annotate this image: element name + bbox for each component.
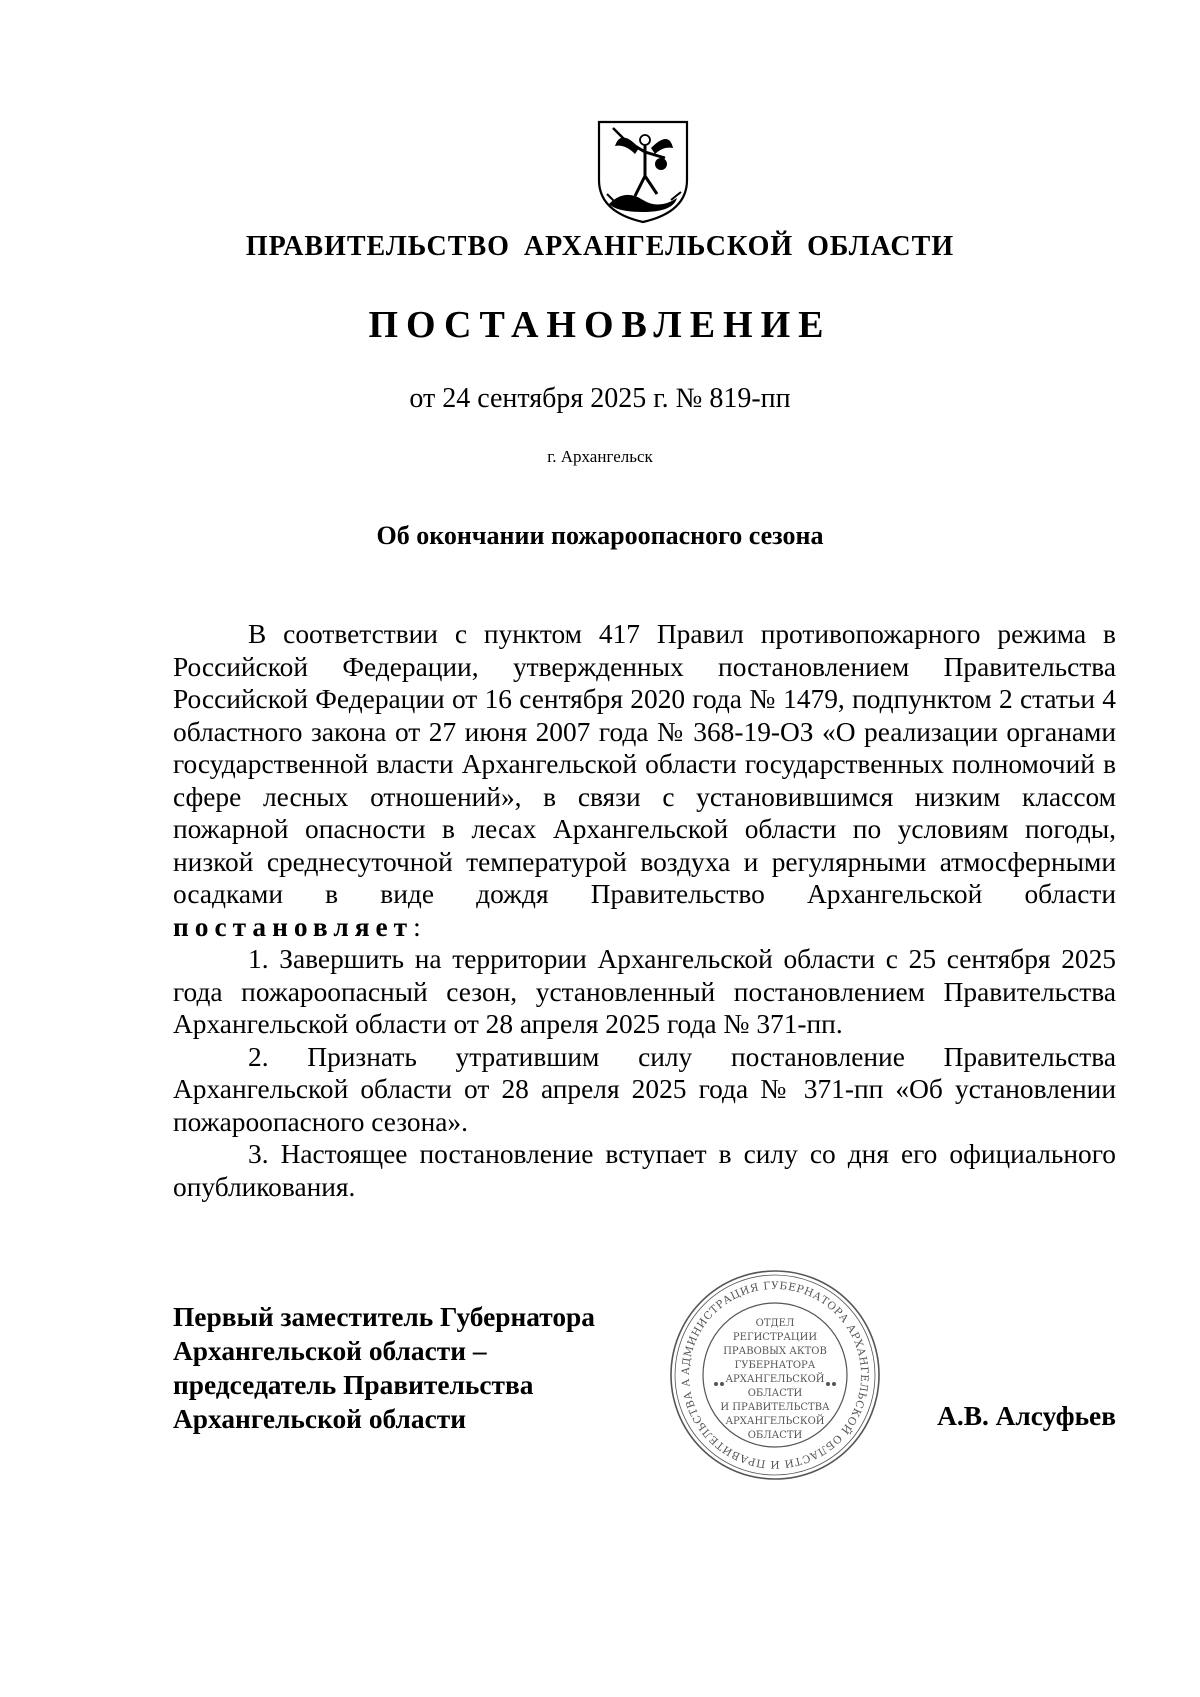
signatory-title-line: Первый заместитель Губернатора [173, 1302, 595, 1332]
seal-line: ОТДЕЛ [755, 1318, 795, 1329]
seal-line: И ПРАВИТЕЛЬСТВА [720, 1402, 830, 1413]
document-date-number: от 24 сентября 2025 г. № 819-пп [409, 383, 791, 414]
preamble-text: В соответствии с пунктом 417 Правил противопожарного режима в Российской Федерации, утвержденных постановлением Правительства Российской Федерации от 16 сентября 2020 года № 1479, подпунктом 2 статьи 4 областного закона от 27 июня 2007 года № 368-19-ОЗ «О реализации органами государственной власти Архангельской области государственных полномочий в сфере лесных отношений», в связи с установившимся низким классом пожарной опасности в лесах Архангельской области по условиям погоды, низкой среднесуточной температурой воздуха и регулярными атмосферными осадками в виде дождя Правительство Архангельской области [173, 619, 1116, 909]
coat-of-arms-icon [595, 118, 691, 226]
document-subject: Об окончании пожароопасного сезона [376, 521, 824, 550]
seal-line: ОБЛАСТИ [747, 1430, 803, 1441]
clause-2: 2. Признать утратившим силу постановление Правительства Архангельской области от 28 апреля 2025 года № 371-пп «Об установлении пожароопасного сезона». [173, 1041, 1116, 1137]
seal-line: ГУБЕРНАТОРА [734, 1360, 816, 1371]
seal-line: ПРАВОВЫХ АКТОВ [723, 1346, 827, 1357]
seal-line: РЕГИСТРАЦИИ [732, 1332, 818, 1343]
seal-ring-text: АДМИНИСТРАЦИЯ ГУБЕРНАТОРА АРХАНГЕЛЬСКОЙ ОБЛАСТИ И ПРАВИТЕЛЬСТВА А [679, 1279, 871, 1471]
signatory-title [173, 1300, 643, 1436]
clause-1: 1. Завершить на территории Архангельской области с 25 сентября 2025 года пожароопасный сезон, установленный постановлением Правительства Архангельской области от 28 апреля 2025 года № 371-пп. [173, 944, 1116, 1039]
document-body [173, 618, 1116, 1203]
seal-line: АРХАНГЕЛЬСКОЙ [725, 1416, 825, 1427]
preamble-paragraph [173, 618, 1116, 943]
document-type: ПОСТАНОВЛЕНИЕ [368, 304, 832, 346]
seal-line: АРХАНГЕЛЬСКОЙ [725, 1374, 825, 1385]
signatory-name: А.В. Алсуфьев [937, 1401, 1116, 1431]
document-city: г. Архангельск [547, 447, 653, 466]
decree-colon: : [413, 911, 421, 942]
clause-3: 3. Настоящее постановление вступает в силу со дня его официального опубликования. [173, 1139, 1116, 1202]
organization-name: ПРАВИТЕЛЬСТВО АРХАНГЕЛЬСКОЙ ОБЛАСТИ [245, 231, 955, 262]
decree-word: постановляет [173, 911, 414, 942]
signatory-title-line: Архангельской области – [173, 1336, 487, 1366]
signatory-title-line: председатель Правительства [173, 1370, 534, 1400]
seal-line: ОБЛАСТИ [747, 1388, 803, 1399]
official-seal-icon [668, 1268, 882, 1482]
signatory-title-line: Архангельской области [173, 1404, 466, 1434]
